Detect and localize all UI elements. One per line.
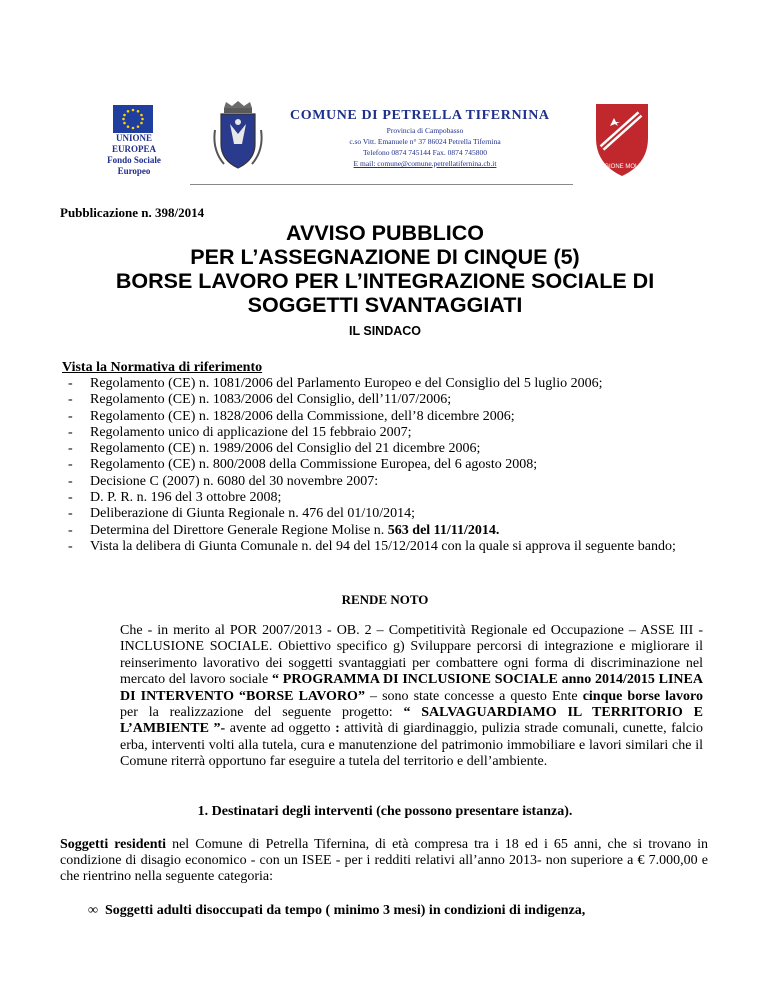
normativa-item: - Regolamento (CE) n. 1081/2006 del Parlamento Europeo e del Consiglio del 5 luglio 2006;: [68, 376, 718, 392]
normativa-item: - Vista la delibera di Giunta Comunale n. del 94 del 15/12/2014 con la quale si approva il seguente bando;: [68, 539, 718, 555]
normativa-list: [68, 376, 718, 555]
normativa-item: - Regolamento (CE) n. 800/2008 della Commissione Europea, del 6 agosto 2008;: [68, 457, 718, 473]
normativa-item: - Regolamento (CE) n. 1989/2006 del Consiglio del 21 dicembre 2006;: [68, 441, 718, 457]
publication-number: Pubblicazione n. 398/2014: [60, 205, 205, 220]
normativa-item: - Determina del Direttore Generale Regione Molise n. 563 del 11/11/2014.: [68, 523, 718, 539]
address-text: c.so Vitt. Emanuele n° 37 86024 Petrella Tifernina: [349, 137, 501, 146]
section-1-paragraph: Soggetti residenti nel Comune di Petrella Tifernina, di età compresa tra i 18 ed i 65 anni, che si trovano in condizione di disagio economico - con un ISEE - per i redditi relativi all’anno 2013- non superiore a € 7.000,00 e che rientrino nella seguente categoria:: [60, 837, 708, 885]
comune-crest-logo: [212, 100, 264, 172]
eu-flag-logo: [113, 105, 153, 133]
provincia-text: Provincia di Campobasso: [386, 126, 464, 135]
normativa-item: - D. P. R. n. 196 del 3 ottobre 2008;: [68, 490, 718, 506]
regione-molise-logo: [592, 98, 652, 178]
section-1-bullet: ∞ Soggetti adulti disoccupati da tempo ( minimo 3 mesi) in condizioni di indigenza,: [88, 903, 586, 918]
eu-line-2: EUROPEA: [111, 144, 156, 154]
normativa-item: - Deliberazione di Giunta Regionale n. 476 del 01/10/2014;: [68, 506, 718, 522]
phone-text: Telefono 0874 745144 Fax. 0874 745800: [362, 148, 488, 157]
title-line-3: BORSE LAVORO PER L’INTEGRAZIONE SOCIALE DI: [115, 269, 655, 293]
molise-logo-text: REGIONE MOLISE: [595, 164, 649, 170]
email-link[interactable]: E mail: comune@comune.petrellatifernina.cb.it: [353, 159, 497, 168]
document-title: [60, 221, 710, 317]
comune-title: COMUNE DI PETRELLA TIFERNINA: [290, 108, 550, 123]
normativa-item: - Regolamento (CE) n. 1828/2006 della Commissione, dell’8 dicembre 2006;: [68, 409, 718, 425]
normativa-item: - Regolamento (CE) n. 1083/2006 del Consiglio, dell’11/07/2006;: [68, 392, 718, 408]
header-divider: [190, 184, 573, 185]
rende-noto-heading: RENDE NOTO: [341, 592, 429, 607]
normativa-heading: Vista la Normativa di riferimento: [62, 360, 263, 375]
section-1-heading: 1. Destinatari degli interventi (che possono presentare istanza).: [197, 804, 573, 819]
il-sindaco-heading: IL SINDACO: [349, 324, 421, 338]
eu-line-1: UNIONE: [115, 133, 152, 143]
infinity-bullet-icon: ∞: [88, 903, 98, 918]
normativa-item: - Regolamento unico di applicazione del 15 febbraio 2007;: [68, 425, 718, 441]
eu-line-4: Europeo: [117, 166, 151, 176]
main-paragraph: Che - in merito al POR 2007/2013 - OB. 2 – Competitività Regionale ed Occupazione – ASSE III - INCLUSIONE SOCIALE. Obiettivo specifico g) Sviluppare percorsi di integrazione e migliorare il reinserimento lavorativo dei soggetti svantaggiati per combattere ogni forma di discriminazione nel mercato del lavoro sociale “ PROGRAMMA DI INCLUSIONE SOCIALE anno 2014/2015 LINEA DI INTERVENTO “BORSE LAVORO” – sono state concesse a questo Ente cinque borse lavoro per la realizzazione del seguente progetto: “ SALVAGUARDIAMO IL TERRITORIO E L’AMBIENTE ”- avente ad oggetto : attività di giardinaggio, pulizia strade comunali, cunette, falcio erba, interventi volti alla tutela, cura e manutenzione del patrimonio immobiliare e lavori similari che il Comune riterrà opportuno far eseguire a tutela del territorio e dell’ambiente.: [120, 623, 703, 770]
eu-line-3: Fondo Sociale: [107, 155, 161, 165]
title-line-2: PER L’ASSEGNAZIONE DI CINQUE (5): [190, 245, 580, 269]
title-line-1: AVVISO PUBBLICO: [286, 221, 484, 245]
comune-contact: [290, 125, 560, 169]
eu-caption: [104, 133, 164, 177]
title-line-4: SOGGETTI SVANTAGGIATI: [247, 293, 523, 317]
normativa-item: - Decisione C (2007) n. 6080 del 30 novembre 2007:: [68, 474, 718, 490]
